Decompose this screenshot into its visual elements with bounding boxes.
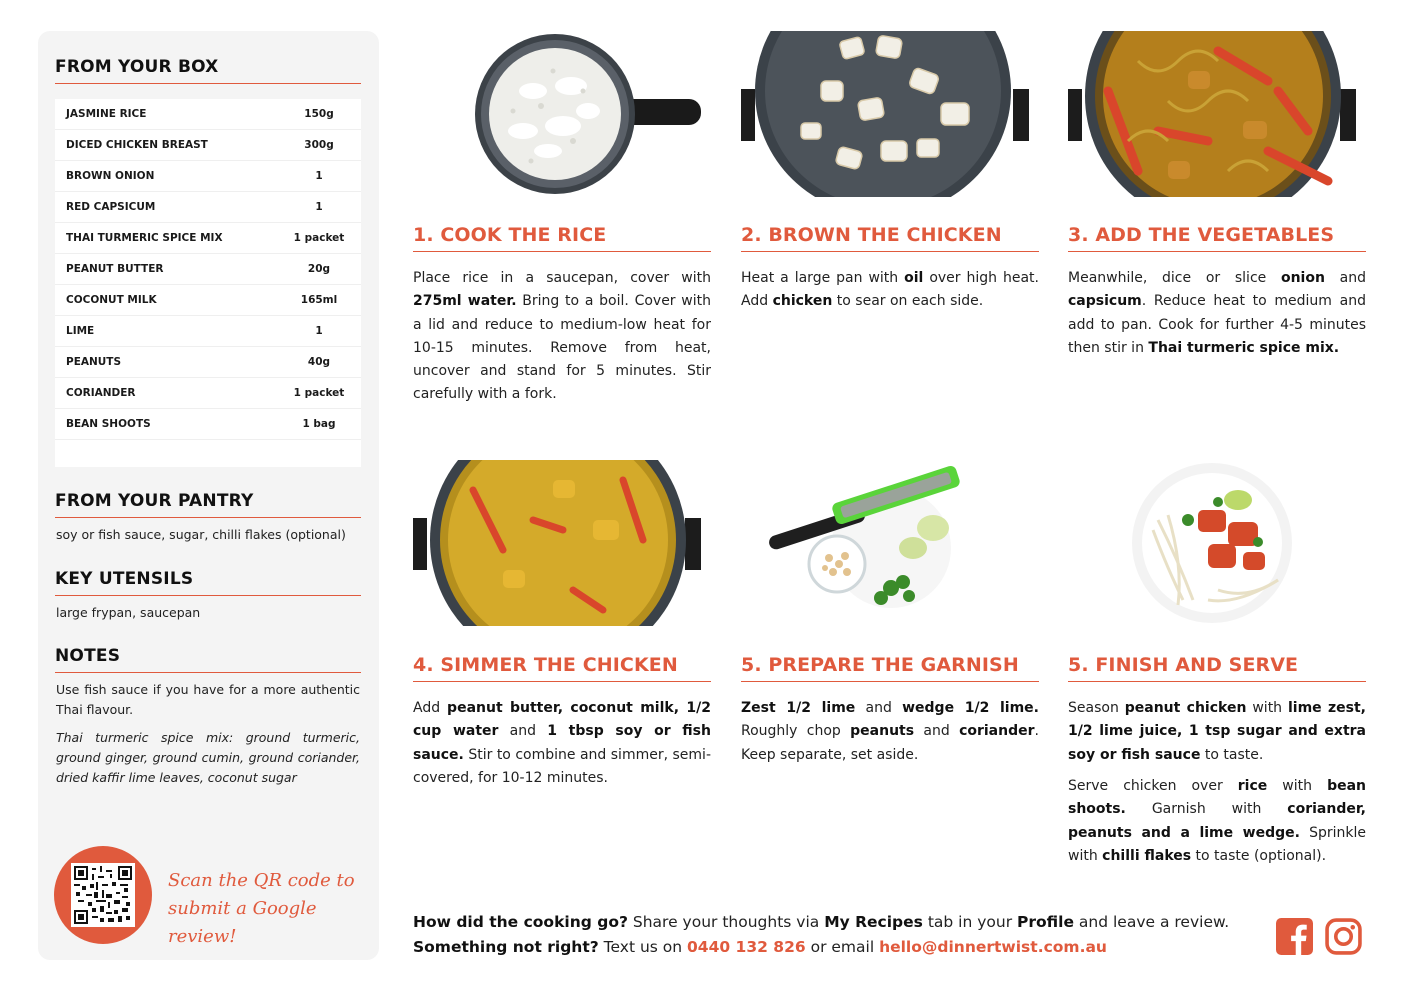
step-text-bold: lime zest, 1/2 lime juice, 1 tsp sugar and extra soy or fish sauce xyxy=(1068,700,1366,763)
ingredient-qty: 40g xyxy=(307,356,331,368)
ingredient-row xyxy=(55,409,361,440)
ingredients-table xyxy=(55,99,361,467)
step-text: to taste. xyxy=(1200,746,1264,763)
step3-title: 3. ADD THE VEGETABLES xyxy=(1068,224,1366,252)
step-text: Roughly chop xyxy=(741,723,851,740)
step-text: and xyxy=(498,723,548,740)
step-text-bold: wedge 1/2 lime. xyxy=(902,700,1039,716)
ingredient-name: BEAN SHOOTS xyxy=(66,418,151,430)
instagram-icon[interactable] xyxy=(1325,918,1362,955)
from-your-pantry-title: FROM YOUR PANTRY xyxy=(55,491,361,518)
notes-title: NOTES xyxy=(55,646,361,673)
step3-body xyxy=(1068,267,1366,360)
ingredient-qty: 300g xyxy=(304,139,334,151)
step-text: Meanwhile, dice or slice xyxy=(1068,270,1281,286)
step-text-bold: oil xyxy=(904,270,924,286)
step-text-bold: Thai turmeric spice mix. xyxy=(1148,339,1340,356)
ingredient-name: CORIANDER xyxy=(66,387,136,399)
ingredient-qty: 1 packet xyxy=(293,387,345,399)
step5-body xyxy=(741,697,1039,767)
footer-text-2: tab in your xyxy=(922,913,1018,931)
ingredient-row xyxy=(55,99,361,130)
step-text: Season xyxy=(1068,700,1125,716)
step-text-bold: peanut butter, coconut milk, 1/2 cup water xyxy=(413,700,711,740)
step1-title: 1. COOK THE RICE xyxy=(413,224,711,252)
step-text: and xyxy=(855,700,903,716)
step6-title: 5. FINISH AND SERVE xyxy=(1068,654,1366,682)
ingredient-qty: 1 bag xyxy=(302,418,336,430)
step-text: to taste (optional). xyxy=(1191,847,1327,864)
step4-photo-simmer xyxy=(413,460,711,626)
ingredient-row xyxy=(55,254,361,285)
ingredient-qty: 165ml xyxy=(300,294,338,306)
ingredient-qty: 1 xyxy=(315,201,323,213)
step-text: Add xyxy=(413,700,448,716)
step5-photo-garnish xyxy=(741,460,1039,626)
step-text-bold: rice xyxy=(1237,778,1268,794)
step-text-bold: 275ml water. xyxy=(413,293,517,310)
footer-line-review xyxy=(413,910,1253,935)
step-text: Stir to combine and simmer, semi-covered, for 10-12 minutes. xyxy=(413,746,711,786)
step6-photo-serve xyxy=(1068,460,1366,626)
step-text-bold: chilli flakes xyxy=(1102,847,1192,864)
footer-line-contact xyxy=(413,935,1253,960)
ingredient-name: RED CAPSICUM xyxy=(66,201,156,213)
step4-title: 4. SIMMER THE CHICKEN xyxy=(413,654,711,682)
ingredient-row xyxy=(55,161,361,192)
my-recipes-link[interactable]: My Recipes xyxy=(824,913,923,931)
step2-title: 2. BROWN THE CHICKEN xyxy=(741,224,1039,252)
step5-title: 5. PREPARE THE GARNISH xyxy=(741,654,1039,682)
step-text-bold: 1 tbsp soy or fish sauce. xyxy=(413,723,711,763)
step-text-bold: coriander, peanuts and a lime wedge. xyxy=(1068,801,1366,841)
ingredient-row xyxy=(55,285,361,316)
step-text: . Keep separate, set aside. xyxy=(741,723,1039,763)
ingredient-name: DICED CHICKEN BREAST xyxy=(66,139,208,151)
footer xyxy=(413,910,1253,960)
step1-body xyxy=(413,267,711,407)
footer-text-4: Text us on xyxy=(598,938,688,956)
step-text: Heat a large pan with xyxy=(741,270,905,286)
footer-review-question: How did the cooking go? xyxy=(413,913,628,931)
utensils-text: large frypan, saucepan xyxy=(56,605,201,620)
qr-code-icon[interactable] xyxy=(74,866,132,924)
ingredient-name: PEANUT BUTTER xyxy=(66,263,164,275)
notes-text: Use fish sauce if you have for a more authentic Thai flavour. xyxy=(56,682,360,717)
step-text: Serve chicken over xyxy=(1068,778,1238,794)
ingredient-row xyxy=(55,223,361,254)
step-text-bold: peanuts xyxy=(850,723,915,740)
step-text-bold: chicken xyxy=(772,293,833,310)
sidebar xyxy=(38,31,379,960)
step-text: with xyxy=(1246,700,1288,716)
key-utensils-title: KEY UTENSILS xyxy=(55,569,361,596)
profile-link[interactable]: Profile xyxy=(1017,913,1074,931)
ingredient-row xyxy=(55,347,361,378)
ingredient-row xyxy=(55,316,361,347)
step-text: over high heat. Add xyxy=(741,270,1039,310)
from-your-box-title: FROM YOUR BOX xyxy=(55,57,361,84)
step-text: to sear on each side. xyxy=(832,293,984,310)
qr-badge xyxy=(54,846,152,944)
step-text-bold: capsicum xyxy=(1068,293,1142,310)
step6-body-serve xyxy=(1068,775,1366,868)
ingredient-name: BROWN ONION xyxy=(66,170,155,182)
facebook-icon[interactable] xyxy=(1276,918,1313,955)
footer-text-3: and leave a review. xyxy=(1073,913,1230,931)
ingredient-row xyxy=(55,130,361,161)
qr-caption-line1: Scan the QR code to xyxy=(168,870,355,891)
qr-caption xyxy=(168,867,368,951)
footer-text-1: Share your thoughts via xyxy=(627,913,825,931)
email-link[interactable]: hello@dinnertwist.com.au xyxy=(879,938,1107,956)
step-text: . Reduce heat to medium and add to pan. Cook for further 4-5 minutes then stir in xyxy=(1068,293,1366,356)
step-text-bold: coriander xyxy=(959,723,1035,740)
step-text: Sprinkle with xyxy=(1068,824,1366,864)
step1-photo-rice xyxy=(413,31,711,197)
step-text-bold: peanut chicken xyxy=(1124,700,1247,716)
notes-spice-mix: Thai turmeric spice mix: ground turmeric, ground ginger, ground cumin, ground coriander, dried kaffir lime leaves, coconut sugar xyxy=(56,730,360,785)
ingredient-name: THAI TURMERIC SPICE MIX xyxy=(66,232,223,244)
ingredient-row xyxy=(55,378,361,409)
step-text: Bring to a boil. Cover with a lid and reduce to medium-low heat for 10-15 minutes. Remove from heat, uncover and stand for 5 minutes. Stir carefully with a fork. xyxy=(413,293,712,403)
ingredient-qty: 1 xyxy=(315,170,323,182)
pantry-text: soy or fish sauce, sugar, chilli flakes (optional) xyxy=(56,527,346,542)
step-text-bold: bean shoots. xyxy=(1068,778,1366,818)
step-text: Garnish with xyxy=(1125,801,1288,818)
step-text-bold: onion xyxy=(1280,270,1325,286)
step4-body xyxy=(413,697,711,790)
ingredient-qty: 150g xyxy=(304,108,334,120)
qr-caption-line2: submit a Google review! xyxy=(168,898,317,947)
step-text: and xyxy=(1324,270,1366,286)
ingredient-name: JASMINE RICE xyxy=(66,108,147,120)
ingredient-qty: 1 packet xyxy=(293,232,345,244)
ingredient-qty: 1 xyxy=(315,325,323,337)
phone-link[interactable]: 0440 132 826 xyxy=(687,938,806,956)
ingredient-qty: 20g xyxy=(307,263,331,275)
ingredient-name: COCONUT MILK xyxy=(66,294,157,306)
step-text: with xyxy=(1267,778,1328,794)
ingredient-name: PEANUTS xyxy=(66,356,122,368)
step-text: Place rice in a saucepan, cover with xyxy=(413,270,711,286)
step6-body xyxy=(1068,697,1366,767)
footer-text-5: or email xyxy=(805,938,880,956)
ingredient-name: LIME xyxy=(66,325,95,337)
step2-photo-chicken xyxy=(741,31,1039,197)
step-text-bold: Zest 1/2 lime xyxy=(741,700,856,716)
step-text: and xyxy=(914,723,960,740)
step3-photo-vegetables xyxy=(1068,31,1366,197)
ingredient-row xyxy=(55,192,361,223)
step2-body xyxy=(741,267,1039,314)
footer-contact-question: Something not right? xyxy=(413,938,599,956)
